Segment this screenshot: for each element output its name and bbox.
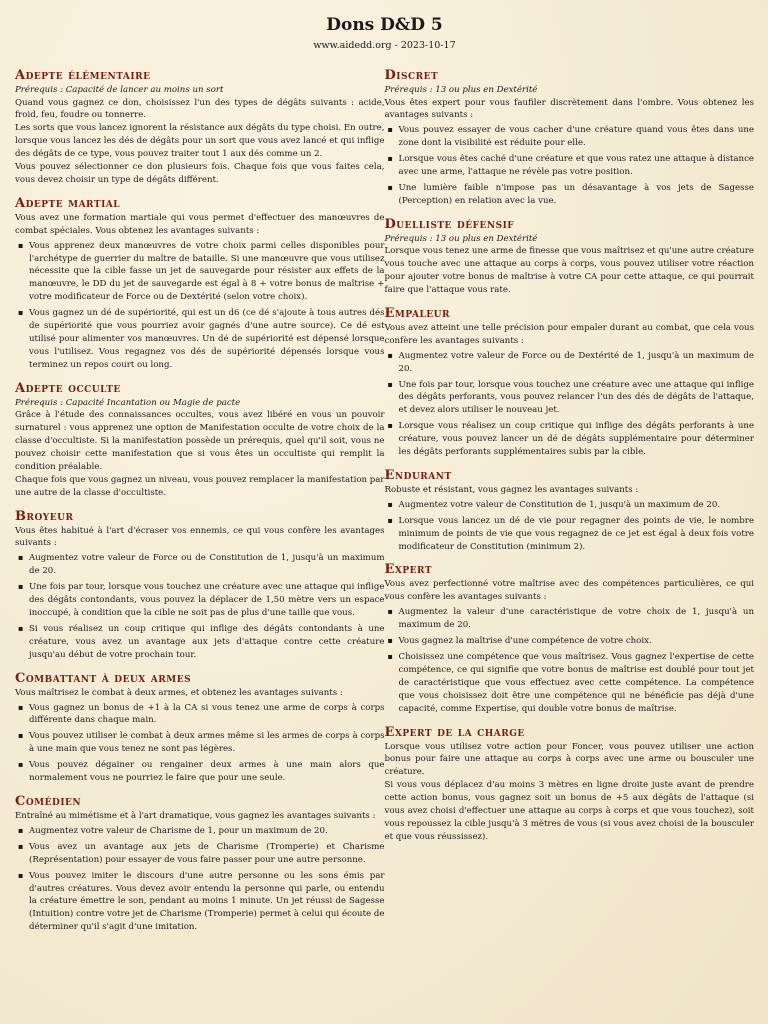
feat-benefit-list [15, 825, 385, 934]
bullet-icon: ▪ [387, 350, 393, 360]
feat-section [385, 217, 755, 297]
feat-benefit-text: Vous pouvez essayer de vous cacher d'une créature quand vous êtes dans une zone dont la visibilité est réduite pour elle. [398, 125, 754, 149]
feat-section [15, 671, 385, 785]
right-column [385, 68, 755, 943]
feat-title: Duelliste défensif [384, 216, 515, 232]
feat-benefit-list [15, 552, 385, 661]
feat-benefit-item [385, 651, 755, 716]
feat-benefit-text: Vous pouvez dégainer ou rengainer deux armes à une main alors que normalement vous ne pourriez le faire que pour une seule. [29, 760, 385, 784]
feat-prerequisite: Prérequis : 13 ou plus en Dextérité [384, 233, 538, 244]
bullet-icon: ▪ [18, 308, 24, 318]
feat-benefit-list [15, 702, 385, 785]
feat-benefit-item [15, 623, 385, 662]
feat-paragraph: Vous maîtrisez le combat à deux armes, et obtenez les avantages suivants : [15, 687, 343, 698]
feat-prerequisite: Prérequis : Capacité Incantation ou Magie de pacte [15, 397, 241, 408]
feat-section [15, 196, 385, 372]
feat-benefit-item [15, 702, 385, 728]
feat-paragraph: Robuste et résistant, vous gagnez les avantages suivants : [384, 484, 639, 495]
feat-benefit-list [385, 350, 755, 459]
feat-benefit-item [15, 825, 385, 838]
feat-benefit-text: Augmentez votre valeur de Constitution de 1, jusqu'à un maximum de 20. [398, 499, 721, 510]
feat-benefit-list [385, 606, 755, 715]
feat-section [385, 562, 755, 715]
feat-title: Adepte martial [15, 195, 121, 211]
feat-paragraph: Grâce à l'étude des connaissances occultes, vous avez libéré en vous un pouvoir surnaturel : vous apprenez une option de Manifestation occulte de votre choix de la classe d'occultiste. Si la manifestation possède un prérequis, quel qu'il soit, vous ne pouvez choisir cette manifestation que si vous êtes un occultiste qui remplit la condition préalable. [15, 410, 385, 472]
left-column [15, 68, 385, 943]
feat-section [385, 725, 755, 844]
page-title: Dons D&D 5 [326, 15, 443, 35]
feat-title: Expert de la charge [384, 724, 525, 740]
feat-benefit-item [385, 420, 755, 459]
feat-title: Adepte occulte [15, 380, 121, 396]
feat-section [15, 509, 385, 662]
feat-prerequisite: Prérequis : Capacité de lancer au moins un sort [15, 85, 224, 95]
feat-title: Discret [384, 68, 439, 83]
feat-paragraph: Vous êtes expert pour vous faufiler discrètement dans l'ombre. Vous obtenez les avantages suivants : [384, 97, 754, 121]
feat-benefit-item [385, 379, 755, 418]
bullet-icon: ▪ [387, 652, 393, 661]
bullet-icon: ▪ [18, 870, 24, 880]
feat-benefit-text: Augmentez la valeur d'une caractéristique de votre choix de 1, jusqu'à un maximum de 20. [398, 607, 754, 631]
feat-benefit-item [385, 515, 755, 554]
feat-benefit-text: Vous gagnez un bonus de +1 à la CA si vous tenez une arme de corps à corps différente dans chaque main. [29, 702, 385, 726]
feat-benefit-text: Une fois par tour, lorsque vous touchez une créature avec une attaque qui inflige des dégâts contondants, vous pouvez la déplacer de 1,50 mètre vers un espace inoccupé, à condition que la cible ne soit pas de plus d'une taille que vous. [29, 582, 385, 618]
bullet-icon: ▪ [18, 760, 24, 770]
page-subtitle: www.aidedd.org - 2023-10-17 [313, 40, 456, 51]
feat-benefit-text: Augmentez votre valeur de Force ou de Dextérité de 1, jusqu'à un maximum de 20. [398, 350, 754, 374]
feat-benefit-list [385, 499, 755, 554]
feat-section [385, 68, 755, 208]
feat-section [385, 306, 755, 459]
bullet-icon: ▪ [387, 154, 393, 164]
feat-benefit-item [15, 307, 385, 372]
bullet-icon: ▪ [18, 825, 24, 835]
feat-title: Adepte élémentaire [15, 68, 151, 83]
feat-benefit-text: Une fois par tour, lorsque vous touchez une créature avec une attaque qui inflige des dégâts perforants, vous pouvez relancer l'un des dés de dégâts de l'attaque, et devez alors utiliser le nouveau jet. [398, 379, 754, 416]
feat-benefit-item [385, 499, 755, 512]
feat-paragraph: Lorsque vous utilisez votre action pour Foncer, vous pouvez utiliser une action bonus pour faire une attaque au corps à corps avec une arme ou bousculer une créature. [384, 741, 754, 778]
columns [15, 68, 754, 943]
feat-benefit-text: Une lumière faible n'impose pas un désavantage à vos jets de Sagesse (Perception) en relation avec la vue. [398, 182, 754, 206]
feat-paragraph: Vous avez perfectionné votre maîtrise avec des compétences particulières, ce qui vous confère les avantages suivants : [384, 579, 754, 603]
bullet-icon: ▪ [387, 607, 393, 617]
feat-section [15, 794, 385, 934]
bullet-icon: ▪ [18, 582, 24, 592]
feat-benefit-text: Augmentez votre valeur de Force ou de Constitution de 1, jusqu'à un maximum de 20. [29, 553, 385, 577]
feat-benefit-item [15, 841, 385, 867]
feat-title: Endurant [384, 467, 452, 483]
feat-benefit-text: Lorsque vous réalisez un coup critique qui inflige des dégâts perforants à une créature, vous pouvez lancer un dé de dégâts supplémentaire pour déterminer les dégâts perforants supplémentaires subis par la cible. [398, 421, 754, 458]
feat-benefit-text: Vous apprenez deux manœuvres de votre choix parmi celles disponibles pour l'archétype de guerrier du maître de bataille. Si une manœuvre que vous utilisez nécessite que la cible fasse un jet de sauvegarde pour résister aux effets de la manœuvre, le DD du jet de sauvegarde est égal à 8 + votre bonus de maîtrise + votre modificateur de Force ou de Dextérité (selon votre choix). [29, 240, 385, 303]
feat-benefit-item [15, 240, 385, 305]
feat-benefit-item [385, 350, 755, 376]
feat-benefit-item [385, 606, 755, 632]
bullet-icon: ▪ [387, 125, 393, 135]
feat-benefit-list [385, 124, 755, 207]
feat-title: Expert [384, 562, 433, 578]
feat-paragraph: Quand vous gagnez ce don, choisissez l'un des types de dégâts suivants : acide, froid, feu, foudre ou tonnerre. [15, 97, 385, 121]
bullet-icon: ▪ [387, 515, 393, 525]
feat-section [15, 68, 385, 187]
feat-benefit-text: Vous gagnez la maîtrise d'une compétence de votre choix. [398, 636, 652, 647]
bullet-icon: ▪ [387, 636, 393, 646]
bullet-icon: ▪ [18, 731, 24, 741]
bullet-icon: ▪ [387, 421, 393, 431]
feat-benefit-item [385, 182, 755, 208]
feat-prerequisite: Prérequis : 13 ou plus en Dextérité [384, 85, 538, 95]
bullet-icon: ▪ [387, 379, 393, 389]
feat-paragraph: Vous pouvez sélectionner ce don plusieurs fois. Chaque fois que vous faites cela, vous devez choisir un type de dégâts différent. [15, 162, 385, 185]
feat-paragraph: Entraîné au mimétisme et à l'art dramatique, vous gagnez les avantages suivants : [15, 810, 376, 821]
bullet-icon: ▪ [387, 182, 393, 192]
bullet-icon: ▪ [387, 499, 393, 509]
feat-paragraph: Si vous vous déplacez d'au moins 3 mètres en ligne droite juste avant de prendre cette action bonus, vous gagnez soit un bonus de +5 aux dégâts de l'attaque (si vous avez choisi d'effectuer une attaque au corps à corps et que vous touchez), soit vous repoussez la cible jusqu'à 3 mètres de vous (si vous avez choisi de la bousculer et que vous réussissez). [384, 780, 754, 842]
page-header [15, 14, 754, 52]
feat-title: Empaleur [384, 305, 450, 321]
feat-paragraph: Lorsque vous tenez une arme de finesse que vous maîtrisez et qu'une autre créature vous touche avec une attaque au corps à corps, vous pouvez utiliser votre réaction pour ajouter votre bonus de maîtrise à votre CA pour cette attaque, ce qui pourrait faire que l'attaque vous rate. [384, 246, 754, 295]
feat-benefit-item [15, 552, 385, 578]
feat-title: Combattant à deux armes [15, 670, 192, 686]
feat-benefit-item [15, 730, 385, 756]
feat-benefit-text: Augmentez votre valeur de Charisme de 1, pour un maximum de 20. [29, 825, 328, 836]
bullet-icon: ▪ [18, 623, 24, 633]
feat-benefit-list [15, 240, 385, 372]
feat-benefit-item [385, 153, 755, 179]
bullet-icon: ▪ [18, 240, 24, 250]
feat-section [15, 381, 385, 500]
feat-benefit-item [385, 635, 755, 648]
feat-section [385, 468, 755, 554]
feat-benefit-text: Vous avez un avantage aux jets de Charisme (Tromperie) et Charisme (Représentation) pour essayer de vous faire passer pour une autre personne. [29, 841, 385, 865]
feat-benefit-text: Vous pouvez utiliser le combat à deux armes même si les armes de corps à corps à une main que vous tenez ne sont pas légères. [29, 731, 385, 755]
bullet-icon: ▪ [18, 553, 24, 563]
feat-paragraph: Chaque fois que vous gagnez un niveau, vous pouvez remplacer la manifestation par une autre de la classe d'occultiste. [15, 474, 385, 498]
feat-paragraph: Vous êtes habitué à l'art d'écraser vos ennemis, ce qui vous confère les avantages suivants : [15, 525, 385, 549]
feat-benefit-text: Lorsque vous êtes caché d'une créature et que vous ratez une attaque à distance avec une arme, l'attaque ne révèle pas votre position. [398, 154, 754, 178]
feat-paragraph: Vous avez une formation martiale qui vous permet d'effectuer des manœuvres de combat spéciales. Vous obtenez les avantages suivants : [15, 212, 385, 236]
bullet-icon: ▪ [18, 702, 24, 712]
feat-benefit-text: Si vous réalisez un coup critique qui inflige des dégâts contondants à une créature, vous avez un avantage aux jets d'attaque contre cette créature jusqu'au début de votre prochain tour. [29, 623, 385, 660]
feat-benefit-text: Vous gagnez un dé de supériorité, qui est un d6 (ce dé s'ajoute à tous autres dés de supériorité que vous pourriez avoir gagnés d'une autre source). Ce dé est utilisé pour alimenter vos manœuvres. Un dé de supériorité est dépensé lorsque vous l'utilisez. Vous regagnez vos dés de supériorité dépensés lorsque vous terminez un repos court ou long. [29, 308, 385, 370]
feat-benefit-text: Lorsque vous lancez un dé de vie pour regagner des points de vie, le nombre minimum de points de vie que vous regagnez de ce jet est égal à deux fois votre modificateur de Constitution (minimum 2). [398, 515, 754, 552]
feat-title: Broyeur [15, 508, 74, 524]
feat-benefit-text: Choisissez une compétence que vous maîtrisez. Vous gagnez l'expertise de cette compétence, ce qui signifie que votre bonus de maîtrise est doublé pour tout jet de caractéristique que vous effectuez avec cette compétence. La compétence que vous choisissez doit être une compétence qui ne bénéficie pas déjà d'une capacité, comme Expertise, qui double votre bonus de maîtrise. [398, 652, 754, 714]
feat-paragraph: Vous avez atteint une telle précision pour empaler durant au combat, que cela vous confère les avantages suivants : [384, 322, 754, 346]
feat-paragraph: Les sorts que vous lancez ignorent la résistance aux dégâts du type choisi. En outre, lorsque vous lancez les dés de dégâts pour un sort que vous avez lancé et qui inflige des dégâts de ce type, vous pouvez traiter tout 1 aux dés comme un 2. [15, 123, 385, 160]
bullet-icon: ▪ [18, 841, 24, 851]
feat-benefit-item [15, 870, 385, 935]
feat-benefit-item [15, 759, 385, 785]
feat-title: Comédien [15, 793, 82, 809]
feat-benefit-item [15, 581, 385, 620]
feat-benefit-text: Vous pouvez imiter le discours d'une autre personne ou les sons émis par d'autres créatures. Vous devez avoir entendu la personne qui parle, ou entendu la créature émettre le son, pendant au moins 1 minute. Un jet réussi de Sagesse (Intuition) contre votre jet de Charisme (Tromperie) permet à celui qui écoute de déterminer qu'il s'agit d'une imitation. [29, 870, 385, 933]
feat-benefit-item [385, 124, 755, 150]
